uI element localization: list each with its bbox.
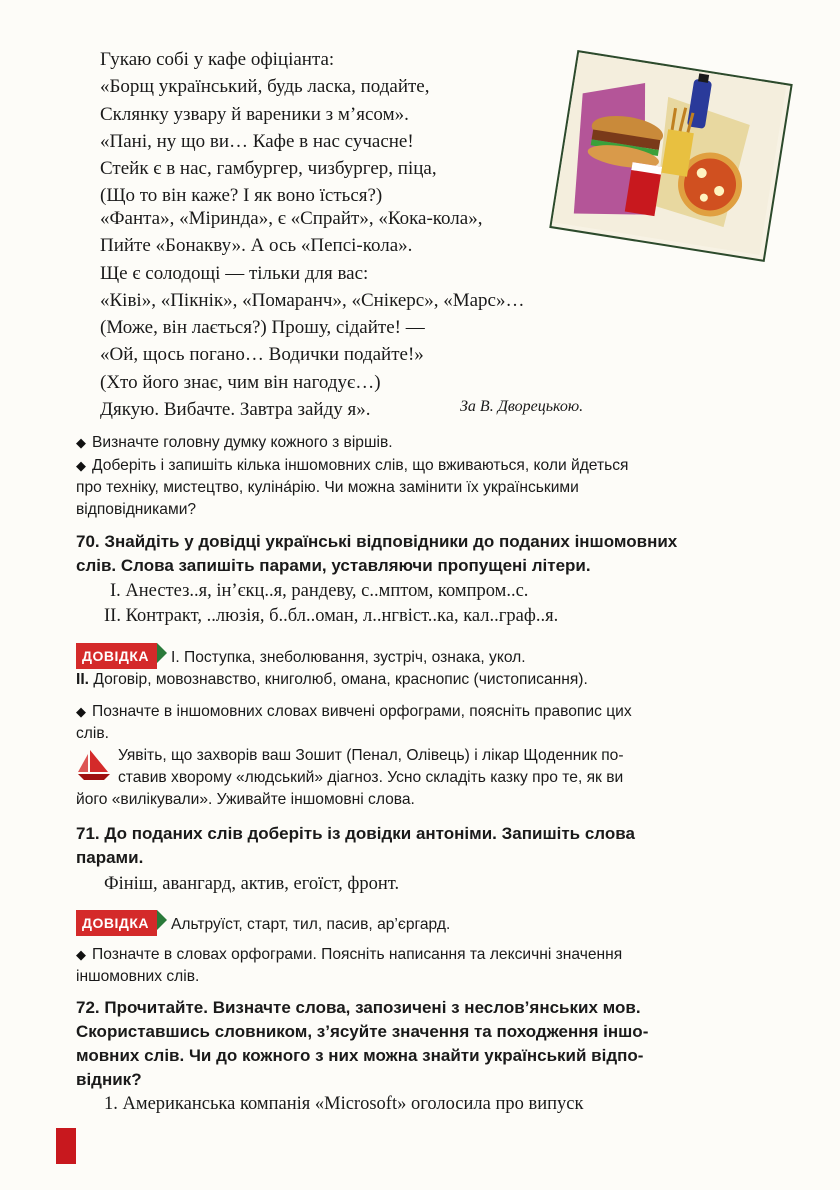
poem-stanza-2 [100,205,524,423]
poem-line: Пийте «Бонакву». А ось «Пепсі-кола». [100,235,413,257]
poem-line: «Фанта», «Міринда», є «Спрайт», «Кока-кола», [100,208,483,229]
poem-line: (Може, він лається?) Прошу, сідайте! — [100,317,425,339]
reference-label: ДОВІДКА [76,643,157,669]
question-fairy-tale: Уявіть, що захворів ваш Зошит (Пенал, Олівець) і лікар Щоденник по- [118,747,624,764]
task-70-heading: 70. Знайдіть у довідці українські відповідники до поданих іншомовних слів. Слова запишіть парами, уставляючи пропущені літери. [76,532,678,575]
poem-author: За В. Дворецькою. [460,398,584,415]
task-71-words: Фініш, авангард, актив, егоїст, фронт. [104,874,400,894]
poem-line: «Ківі», «Пікнік», «Помаранч», «Снікерс», «Марс»… [100,289,525,311]
task-72-text-start: 1. Американська компанія «Microsoft» оголосила про випуск [104,1094,584,1114]
diamond-bullet-icon: ◆ [76,435,86,450]
task-70-row-2: ІІ. Контракт, ..люзія, б..бл..оман, л..нгвіст..ка, кал..граф..я. [104,606,559,626]
reference-line: І. Поступка, знеболювання, зустріч, ознака, укол. [171,649,526,666]
poem-line: (Хто його знає, чим він нагодує…) [100,371,381,393]
poem-line: Склянку узвару й вареники з м’ясом». [100,103,409,125]
question-main-idea: ◆ Визначте головну думку кожного з віршів. [76,434,393,451]
diamond-bullet-icon: ◆ [76,704,86,719]
poem-line: Гукаю собі у кафе офіціанта: [100,49,335,70]
poem-line: Ще є солодощі — тільки для вас: [100,262,369,284]
diamond-bullet-icon: ◆ [76,458,86,473]
poem-line: «Пані, ну що ви… Кафе в нас сучасне! [100,130,414,152]
task-72-heading: 72. Прочитайте. Визначте слова, запозичені з неслов’янських мов. Скориставшись словником, з’ясуйте значення та походження іншо- мовних слів. Чи до кожного з них можна знайти український відпо- відник? [76,998,649,1089]
question-foreign-words: ◆ Доберіть і запишіть кілька іншомовних слів, що вживаються, коли йдеться про техніку, мистецтво, кулінáрію. Чи можна замінити їх українськими відповідниками? [76,457,629,518]
poem-stanza-1 [100,46,437,210]
reference-box-2 [76,910,776,936]
diamond-bullet-icon: ◆ [76,947,86,962]
poem-line: Дякую. Вибачте. Завтра зайду я». [100,399,371,421]
fast-food-illustration [549,50,792,262]
reference-line: Договір, мовознавство, книголюб, омана, краснопис (чистописання). [93,671,588,688]
fast-food-icon [552,52,786,255]
poem-line: Стейк є в нас, гамбургер, чизбургер, піца, [100,158,437,180]
question-lexical-meaning: ◆ Позначте в словах орфограми. Поясніть написання та лексичні значення іншомовних слів. [76,946,623,985]
reference-label: ДОВІДКА [76,910,157,936]
task-70-row-1: І. Анестез..я, ін’єкц..я, рандеву, с..мптом, компром..с. [110,581,529,601]
poem-line: (Що то він каже? І як воно їсться?) [100,185,383,207]
poem-line: «Борщ український, будь ласка, подайте, [100,76,430,98]
page-marker [56,1128,76,1164]
poem-line: «Ой, щось погано… Водички подайте!» [100,344,424,366]
reference-mark: ІІ. [76,671,89,688]
task-71-heading: 71. До поданих слів доберіть із довідки антоніми. Запишіть слова парами. [76,824,635,867]
reference-line: Альтруїст, старт, тил, пасив, ар’єргард. [171,916,451,933]
question-orthograms: ◆ Позначте в іншомовних словах вивчені орфограми, поясніть правопис цих слів. [76,703,632,742]
reference-box-1 [76,643,776,691]
question-fairy-tale-cont: ставив хворому «людський» діагноз. Усно складіть казку про те, як ви його «вилікували». Уживайте іншомовні слова. [76,769,624,808]
